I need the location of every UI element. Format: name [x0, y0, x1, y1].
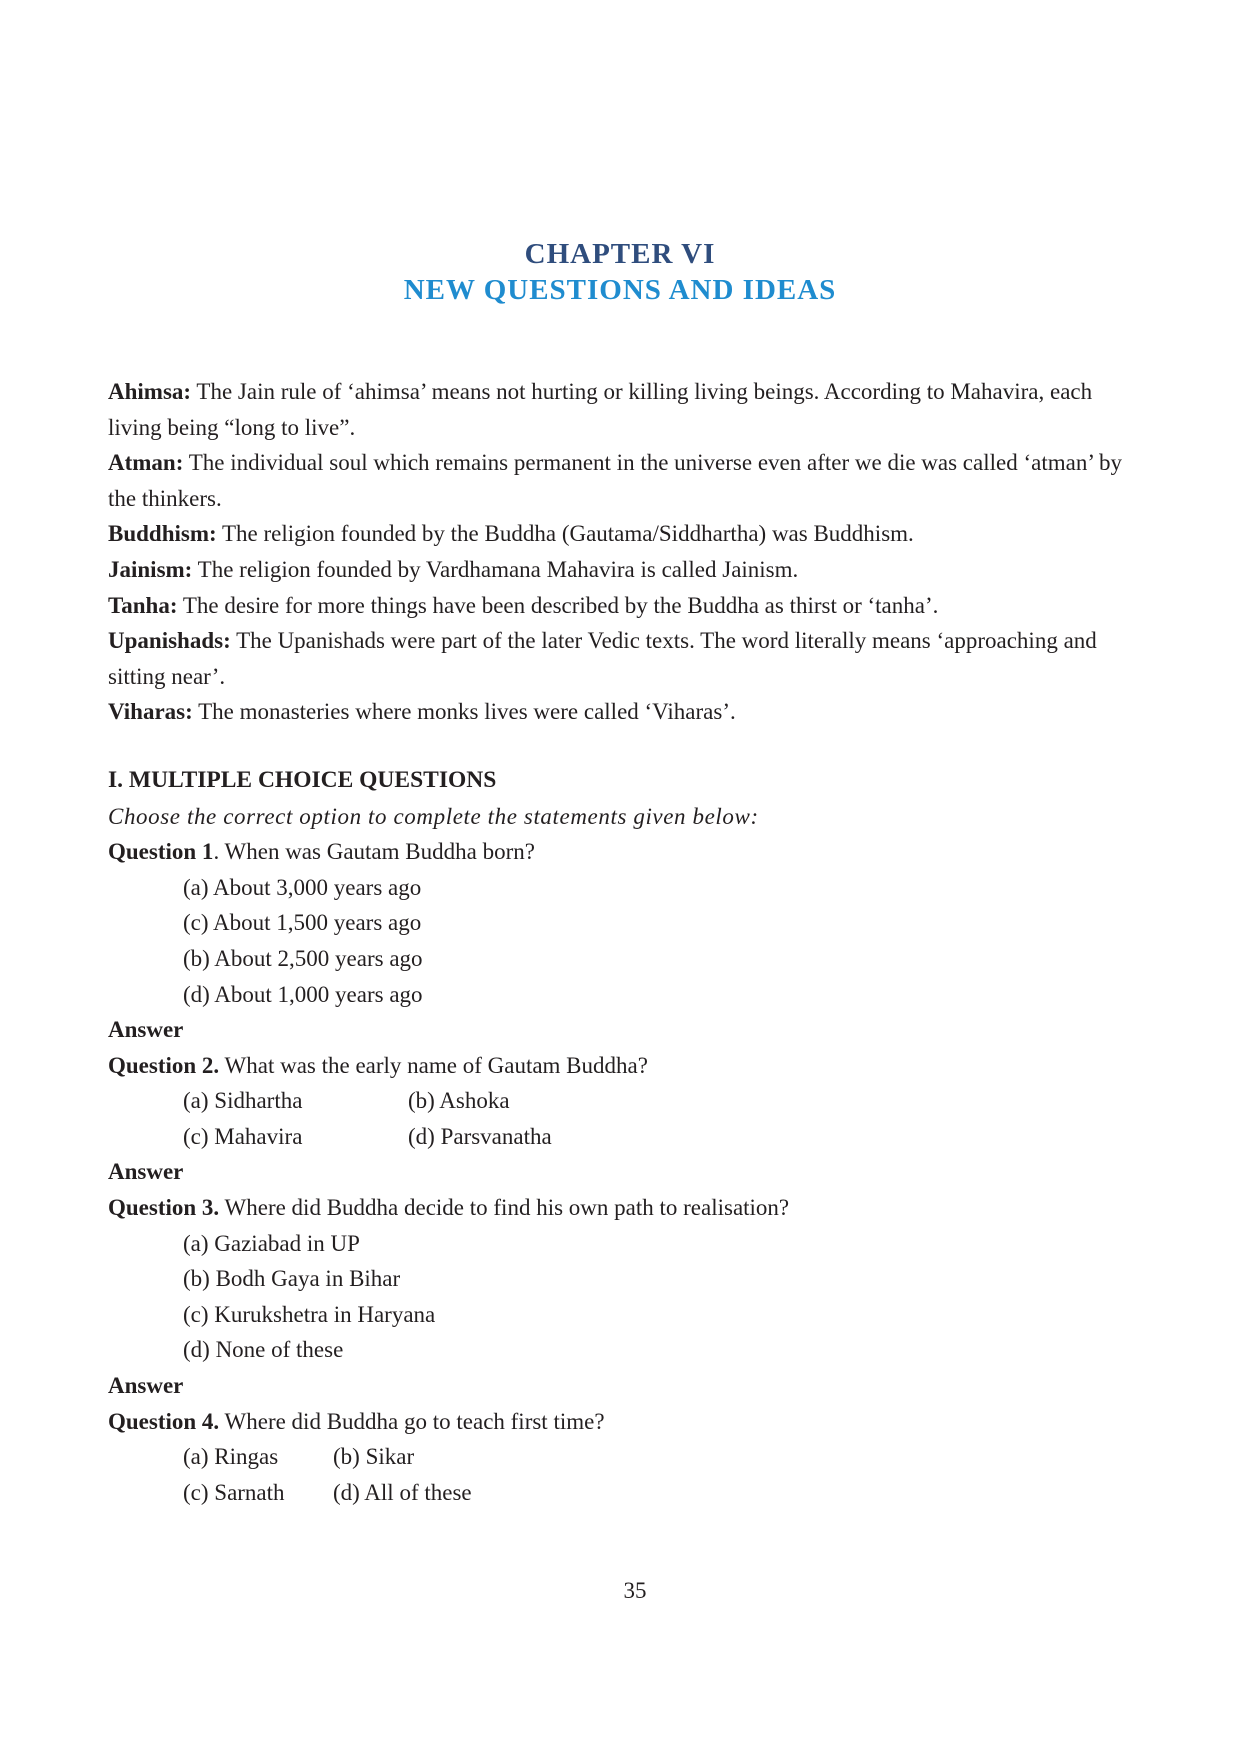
option: (c) Kurukshetra in Haryana [183, 1301, 436, 1327]
question-text [108, 1048, 1128, 1084]
glossary-entry-atman [108, 445, 1128, 516]
section-title: I. MULTIPLE CHOICE QUESTIONS [108, 766, 497, 793]
glossary-term: Viharas: [108, 699, 193, 725]
option: (d) None of these [183, 1337, 344, 1363]
question-prompt: Where did Buddha go to teach first time? [219, 1408, 605, 1434]
option-row [108, 1475, 1128, 1511]
question-prompt: . When was Gautam Buddha born? [213, 839, 535, 865]
question-text [108, 834, 1128, 870]
option-row [108, 1083, 1128, 1119]
glossary-term: Jainism: [108, 556, 193, 582]
question-prompt: Where did Buddha decide to find his own path to realisation? [219, 1195, 790, 1221]
glossary-term: Tanha: [108, 592, 178, 618]
answer-label: Answer [108, 1159, 184, 1185]
glossary-definition: The religion founded by the Buddha (Gautama/Siddhartha) was Buddhism. [216, 521, 914, 547]
option-row [108, 1439, 1128, 1475]
glossary-entry-upanishads [108, 623, 1128, 694]
page-body [108, 374, 1128, 1510]
option-row [108, 1119, 1128, 1155]
glossary-definition: The Jain rule of ‘ahimsa’ means not hurting or killing living beings. According to Mahavira, each living being “long to live”. [108, 379, 1093, 440]
chapter-title: NEW QUESTIONS AND IDEAS [403, 274, 837, 306]
answer-label: Answer [108, 1017, 184, 1043]
question-3 [108, 1190, 1128, 1404]
glossary-definition: The individual soul which remains permanent in the universe even after we die was called ‘atman’ by the thinkers. [108, 450, 1123, 511]
question-4 [108, 1404, 1128, 1511]
glossary-term: Atman: [108, 450, 184, 476]
glossary [108, 374, 1128, 730]
option: (d) Parsvanatha [408, 1123, 552, 1149]
question-2 [108, 1048, 1128, 1190]
glossary-definition: The religion founded by Vardhamana Mahavira is called Jainism. [192, 556, 799, 582]
question-1 [108, 834, 1128, 1048]
page-number: 35 [623, 1578, 647, 1603]
glossary-entry-viharas [108, 694, 1128, 730]
glossary-term: Buddhism: [108, 521, 217, 547]
option: (b) About 2,500 years ago [183, 945, 423, 971]
option: (a) Sidhartha [183, 1088, 303, 1114]
option: (b) Sikar [333, 1444, 415, 1470]
glossary-entry-jainism [108, 552, 1128, 588]
glossary-entry-buddhism [108, 516, 1128, 552]
glossary-term: Upanishads: [108, 628, 231, 654]
question-prompt: What was the early name of Gautam Buddha? [219, 1052, 648, 1078]
answer-label: Answer [108, 1373, 184, 1399]
question-label: Question 1 [108, 839, 214, 865]
option: (c) About 1,500 years ago [183, 910, 422, 936]
glossary-definition: The monasteries where monks lives were called ‘Viharas’. [192, 699, 736, 725]
option: (a) Ringas [183, 1444, 279, 1470]
section-instruction: Choose the correct option to complete the statements given below: [108, 803, 759, 829]
option: (c) Sarnath [183, 1479, 285, 1505]
option: (a) About 3,000 years ago [183, 874, 422, 900]
option: (d) About 1,000 years ago [183, 981, 423, 1007]
question-text [108, 1404, 1128, 1440]
option: (d) All of these [333, 1479, 472, 1505]
option: (b) Bodh Gaya in Bihar [183, 1266, 401, 1292]
question-text [108, 1190, 1128, 1226]
glossary-entry-ahimsa [108, 374, 1128, 445]
glossary-term: Ahimsa: [108, 379, 192, 404]
option: (b) Ashoka [408, 1088, 510, 1114]
chapter-number: CHAPTER VI [524, 238, 716, 270]
question-label: Question 4. [108, 1408, 220, 1434]
option: (a) Gaziabad in UP [183, 1230, 360, 1256]
question-label: Question 2. [108, 1052, 220, 1078]
glossary-definition: The Upanishads were part of the later Vedic texts. The word literally means ‘approaching and sitting near’. [108, 628, 1097, 689]
option: (c) Mahavira [183, 1123, 303, 1149]
question-label: Question 3. [108, 1195, 220, 1221]
glossary-definition: The desire for more things have been described by the Buddha as thirst or ‘tanha’. [177, 592, 939, 618]
glossary-entry-tanha [108, 588, 1128, 624]
